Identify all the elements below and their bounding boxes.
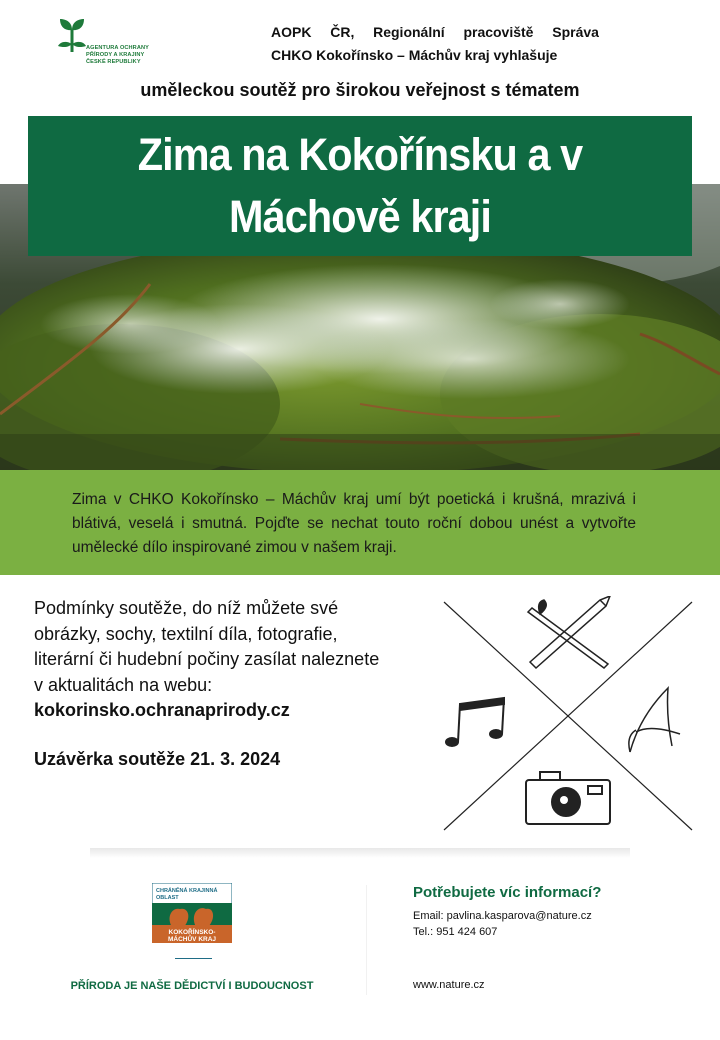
camera-icon	[526, 772, 610, 824]
announce-word: ČR,	[330, 24, 355, 40]
chko-logo	[152, 883, 232, 943]
announcement-line-1	[271, 21, 599, 44]
logo-text-line-1: AGENTURA OCHRANY	[86, 45, 149, 51]
conditions-text: Podmínky soutěže, do níž můžete své obrázky, sochy, textilní díla, fotografie, literární či hudební počiny zasílat naleznete v aktualitách na webu:	[34, 598, 380, 695]
title-line-1: Zima na Kokořínsku a v	[137, 129, 583, 180]
chko-logo-text: KOKOŘÍNSKO-	[168, 929, 216, 936]
calligraphy-a-icon	[629, 688, 680, 752]
logo-text-line-2: PŘÍRODY A KRAJINY	[86, 52, 145, 58]
subtitle: uměleckou soutěž pro širokou veřejnost s tématem	[140, 80, 580, 100]
website-link[interactable]: kokorinsko.ochranaprirody.cz	[34, 700, 290, 720]
info-title: Potřebujete víc informací?	[413, 884, 602, 901]
leaf-emblem-icon	[56, 16, 88, 56]
chko-logo-text: CHRÁNĚNÁ KRAJINNÁ	[156, 888, 218, 894]
website-footer-link[interactable]: www.nature.cz	[413, 979, 485, 991]
phone-line	[413, 926, 497, 938]
phone-number: 951 424 607	[436, 926, 498, 938]
divider-line	[175, 958, 212, 959]
music-note-icon	[446, 698, 504, 746]
chko-logo-text: MÁCHŮV KRAJ	[167, 936, 217, 943]
brush-pencil-icon	[528, 596, 610, 668]
motto: PŘÍRODA JE NAŠE DĚDICTVÍ I BUDOUCNOST	[70, 980, 314, 992]
page-title	[102, 124, 617, 248]
announce-word: Regionální	[373, 24, 445, 40]
art-illustration	[440, 596, 696, 832]
email-line	[413, 910, 592, 922]
announcement	[271, 21, 599, 67]
announce-word: AOPK	[271, 24, 312, 40]
announce-word: Správa	[552, 24, 599, 40]
footer-shadow	[90, 848, 630, 858]
intro-text: Zima v CHKO Kokořínsko – Máchův kraj umí být poetická i krušná, mrazivá i blátivá, veselá i smutná. Pojďte se nechat touto roční dobou unést a vytvořte umělecké dílo inspirované zimou v našem kraji.	[72, 491, 636, 556]
vertical-divider	[366, 885, 367, 995]
conditions	[34, 596, 384, 724]
intro-band	[0, 470, 720, 575]
logo-text-line-3: ČESKÉ REPUBLIKY	[86, 59, 141, 65]
email-label: Email:	[413, 910, 444, 922]
chko-logo-text: OBLAST	[156, 895, 179, 901]
title-line-2: Máchově kraji	[229, 191, 491, 242]
aopk-logo	[56, 16, 166, 72]
announcement-line-2: CHKO Kokořínsko – Máchův kraj vyhlašuje	[271, 47, 558, 63]
deadline: Uzávěrka soutěže 21. 3. 2024	[34, 749, 281, 769]
title-banner	[28, 116, 692, 256]
announce-word: pracoviště	[463, 24, 534, 40]
email-link[interactable]: pavlina.kasparova@nature.cz	[446, 910, 592, 922]
phone-label: Tel.:	[413, 926, 434, 938]
